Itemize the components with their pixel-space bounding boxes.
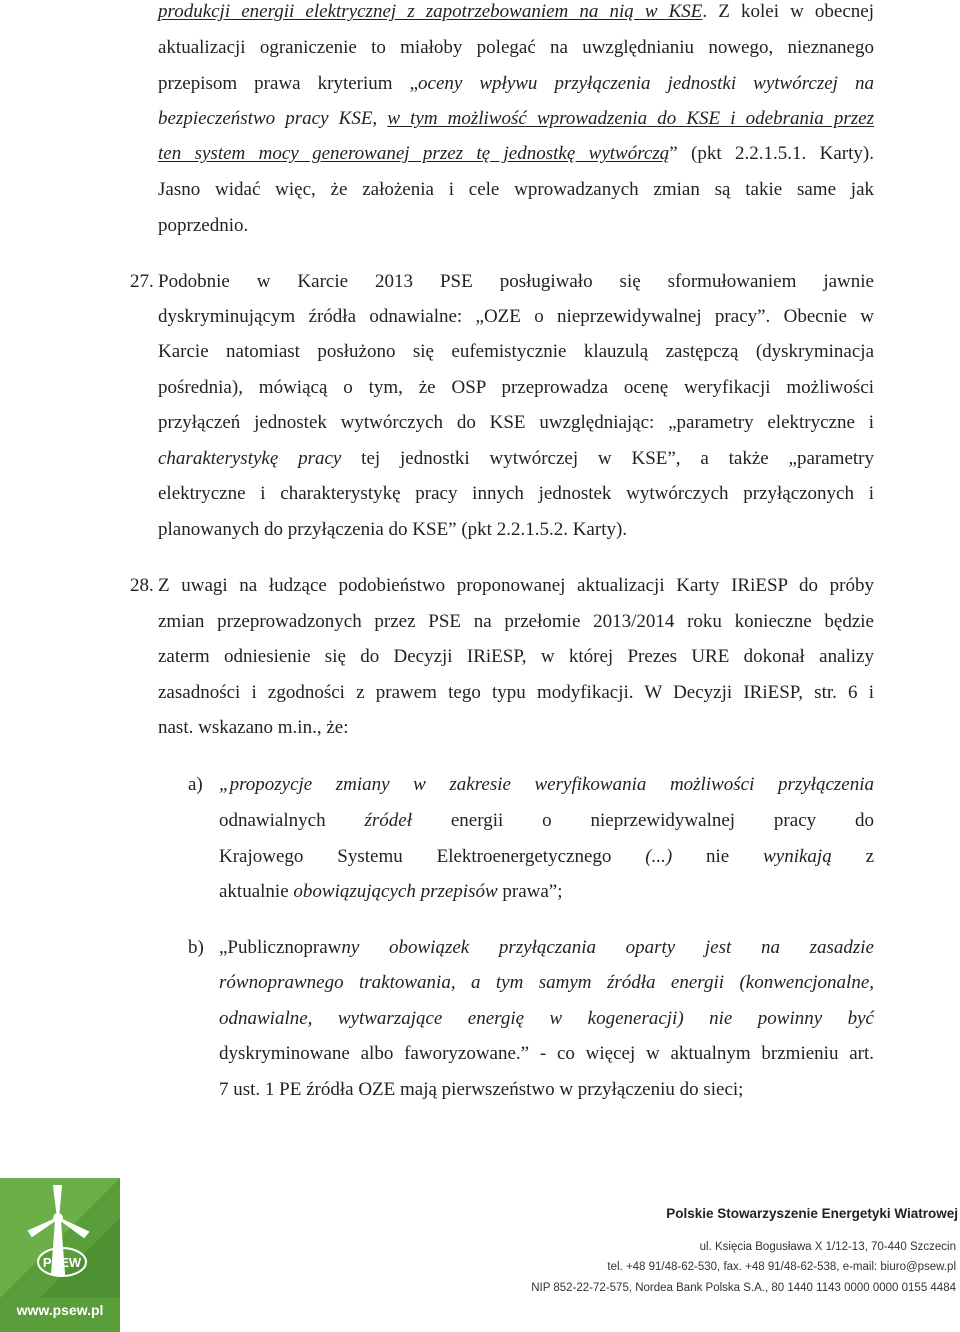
italic-span: wynikają bbox=[763, 846, 832, 867]
text-line: zmian przeprowadzonych przez PSE na przełomie 2013/2014 roku konieczne będzie bbox=[158, 611, 874, 632]
underlined-quote: produkcji energii elektrycznej z zapotrzebowaniem na nią w KSE bbox=[158, 1, 703, 22]
underlined-quote: w tym możliwość wprowadzenia do KSE i odebrania przez bbox=[387, 108, 874, 129]
paragraph-number: 28. bbox=[130, 575, 154, 596]
text-line: zasadności i zgodności z prawem tego typu modyfikacji. W Decyzji IRiESP, str. 6 i bbox=[158, 682, 874, 703]
footer-address: ul. Księcia Bogusława X 1/12-13, 70-440 Szczecin bbox=[699, 1241, 956, 1253]
text-line: dyskryminującym źródła odnawialne: „OZE o nieprzewidywalnej pracy”. Obecnie w bbox=[158, 306, 874, 327]
italic-span: bezpieczeństwo pracy KSE, bbox=[158, 108, 388, 129]
italic-span: odnawialne, wytwarzające energię w kogeneracji) nie powinny być bbox=[219, 1008, 874, 1029]
text-span: nie bbox=[672, 846, 764, 867]
text-line bbox=[158, 447, 874, 471]
text-line bbox=[219, 1007, 874, 1031]
text-span: ” (pkt 2.2.1.5.1. Karty). bbox=[669, 143, 874, 164]
text-line: Z uwagi na łudzące podobieństwo proponowanej aktualizacji Karty IRiESP do próby bbox=[158, 575, 874, 596]
website-link[interactable]: www.psew.pl bbox=[16, 1302, 104, 1318]
text-line bbox=[158, 107, 874, 131]
text-span: aktualnie bbox=[219, 881, 294, 902]
text-span: tej jednostki wytwórczej w KSE”, a także „parametry bbox=[341, 448, 874, 469]
italic-span: ny obowiązek przyłączania oparty jest na zasadzie bbox=[341, 937, 874, 958]
text-line: 7 ust. 1 PE źródła OZE mają pierwszeństwo w przyłączeniu do sieci; bbox=[219, 1079, 744, 1100]
text-line: Podobnie w Karcie 2013 PSE posługiwało się sformułowaniem jawnie bbox=[158, 271, 874, 292]
text-line: Jasno widać więc, że założenia i cele wprowadzanych zmian są takie same jak bbox=[158, 179, 874, 200]
organization-name: Polskie Stowarzyszenie Energetyki Wiatrowej bbox=[666, 1206, 958, 1221]
text-span: prawa”; bbox=[497, 881, 563, 902]
text-line: dyskryminowane albo faworyzowane.” - co więcej w aktualnym brzmieniu art. bbox=[219, 1043, 874, 1064]
text-line: elektryczne i charakterystykę pracy innych jednostek wytwórczych przyłączonych i bbox=[158, 483, 874, 504]
psew-logo bbox=[0, 1178, 120, 1332]
footer-contact: tel. +48 91/48-62-530, fax. +48 91/48-62-538, e-mail: biuro@psew.pl bbox=[607, 1261, 956, 1273]
paragraph-number: 27. bbox=[130, 271, 154, 292]
text-span: . Z kolei w obecnej bbox=[702, 1, 874, 22]
italic-span: (...) bbox=[645, 846, 673, 867]
italic-span: charakterystykę pracy bbox=[158, 448, 342, 469]
italic-span: obowiązujących przepisów bbox=[293, 881, 498, 902]
text-span: energii o nieprzewidywalnej pracy do bbox=[411, 810, 875, 831]
italic-span: oceny wpływu przyłączenia jednostki wytwórczej na bbox=[418, 73, 874, 94]
italic-span: źródeł bbox=[364, 810, 412, 831]
text-line bbox=[219, 845, 874, 869]
italic-span: „propozycje zmiany w zakresie weryfikowania możliwości przyłączenia bbox=[219, 774, 874, 795]
text-line bbox=[219, 773, 874, 797]
list-item-label: a) bbox=[188, 774, 203, 795]
text-line bbox=[158, 0, 874, 24]
text-line bbox=[158, 72, 874, 96]
text-span: przepisom prawa kryterium „ bbox=[158, 73, 419, 94]
text-line: aktualizacji ograniczenie to miałoby polegać na uwzględnianiu nowego, nieznanego bbox=[158, 37, 874, 58]
logo-text: PSEW bbox=[42, 1255, 82, 1270]
text-line: planowanych do przyłączenia do KSE” (pkt 2.2.1.5.2. Karty). bbox=[158, 519, 628, 540]
text-line: nast. wskazano m.in., że: bbox=[158, 717, 349, 738]
text-line bbox=[219, 880, 874, 904]
wind-turbine-logo-icon bbox=[0, 1178, 120, 1298]
italic-span: równoprawnego traktowania, a tym samym źródła energii (konwencjonalne, bbox=[219, 972, 874, 993]
text-line: pośrednia), mówiącą o tym, że OSP przeprowadza ocenę weryfikacji możliwości bbox=[158, 377, 874, 398]
underlined-quote: ten system mocy generowanej przez tę jednostkę wytwórczą bbox=[158, 143, 670, 164]
text-line bbox=[219, 809, 874, 833]
text-span: odnawialnych bbox=[219, 810, 365, 831]
text-line bbox=[158, 142, 874, 166]
text-line bbox=[219, 936, 874, 960]
text-span: „Publicznopraw bbox=[219, 937, 342, 958]
text-line: zaterm odniesienie się do Decyzji IRiESP, w której Prezes URE dokonał analizy bbox=[158, 646, 874, 667]
text-line: poprzednio. bbox=[158, 215, 249, 236]
text-line: Karcie natomiast posłużono się eufemistycznie klauzulą zastępczą (dyskryminacja bbox=[158, 341, 874, 362]
text-line: przyłączeń jednostek wytwórczych do KSE uwzględniając: „parametry elektryczne i bbox=[158, 412, 874, 433]
footer-bank-info: NIP 852-22-72-575, Nordea Bank Polska S.A., 80 1440 1143 0000 0000 0155 4484 bbox=[531, 1282, 956, 1294]
text-span: z bbox=[831, 846, 874, 867]
text-span: Krajowego Systemu Elektroenergetycznego bbox=[219, 846, 646, 867]
text-line bbox=[219, 971, 874, 995]
list-item-label: b) bbox=[188, 937, 204, 958]
